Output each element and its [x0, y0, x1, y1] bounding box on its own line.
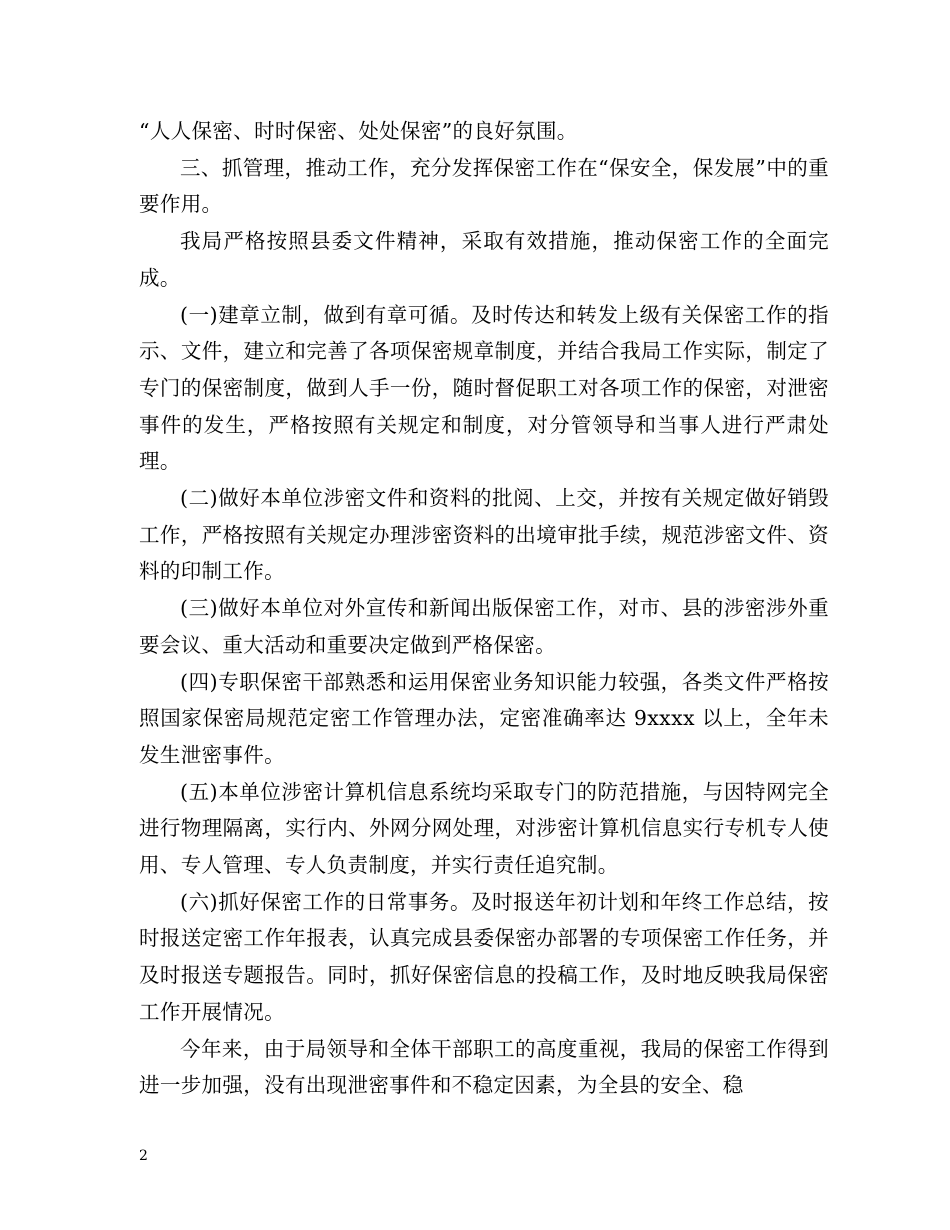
paragraph-item-3: (三)做好本单位对外宣传和新闻出版保密工作，对市、县的涉密涉外重要会议、重大活动和重要决定做到严格保密。: [139, 596, 829, 657]
paragraph-item-1: (一)建章立制，做到有章可循。及时传达和转发上级有关保密工作的指示、文件，建立和完善了各项保密规章制度，并结合我局工作实际，制定了专门的保密制度，做到人手一份，随时督促职工对各项工作的保密，对泄密事件的发生，严格按照有关规定和制度，对分管领导和当事人进行严肃处理。: [139, 302, 829, 474]
paragraph-continuation: “人人保密、时时保密、处处保密”的良好氛围。: [139, 119, 578, 143]
paragraph-section-three-heading: 三、抓管理，推动工作，充分发挥保密工作在“保安全，保发展”中的重要作用。: [139, 155, 829, 217]
document-body: [139, 113, 829, 1104]
paragraph-item-2: (二)做好本单位涉密文件和资料的批阅、上交，并按有关规定做好销毁工作，严格按照有关规定办理涉密资料的出境审批手续，规范涉密文件、资料的印制工作。: [139, 486, 829, 584]
paragraph-summary: 今年来，由于局领导和全体干部职工的高度重视，我局的保密工作得到进一步加强，没有出现泄密事件和不稳定因素，为全县的安全、稳: [139, 1036, 829, 1098]
paragraph-item-5: (五)本单位涉密计算机信息系统均采取专门的防范措施，与因特网完全进行物理隔离，实行内、外网分网处理，对涉密计算机信息实行专机专人使用、专人管理、专人负责制度，并实行责任追究制。: [139, 779, 829, 878]
paragraph-item-6: (六)抓好保密工作的日常事务。及时报送年初计划和年终工作总结，按时报送定密工作年报表，认真完成县委保密办部署的专项保密工作任务，并及时报送专题报告。同时，抓好保密信息的投稿工作，及时地反映我局保密工作开展情况。: [139, 889, 829, 1024]
page-number: 2: [139, 1148, 148, 1164]
paragraph-intro: 我局严格按照县委文件精神，采取有效措施，推动保密工作的全面完成。: [139, 229, 829, 290]
paragraph-item-4: (四)专职保密干部熟悉和运用保密业务知识能力较强，各类文件严格按照国家保密局规范定密工作管理办法，定密准确率达 9xxxx 以上，全年未发生泄密事件。: [139, 669, 829, 767]
